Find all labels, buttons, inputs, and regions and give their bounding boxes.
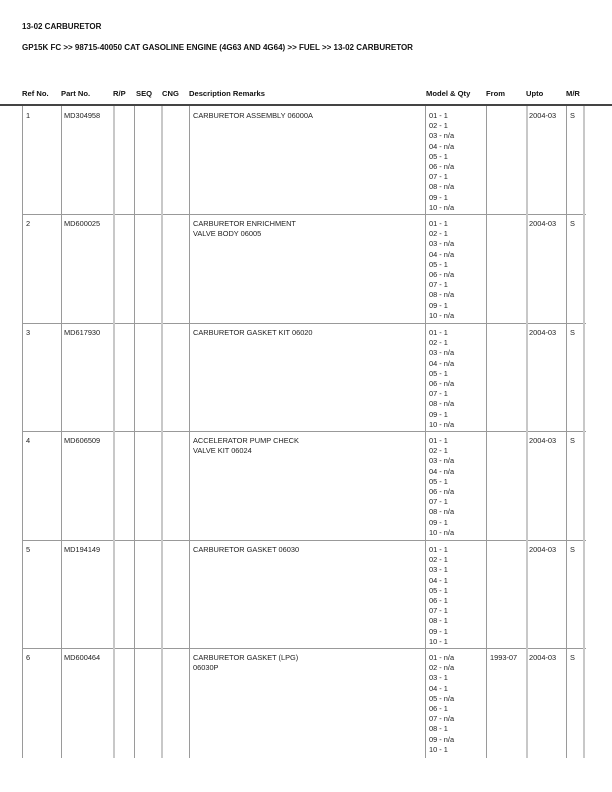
- ref-no-cell: 1: [26, 111, 31, 120]
- column-divider: [113, 431, 115, 540]
- column-divider: [526, 540, 528, 648]
- model-qty-cell: [429, 436, 454, 538]
- column-divider: [425, 214, 426, 323]
- model-qty-entry: 04 - n/a: [429, 358, 455, 368]
- column-divider: [526, 214, 528, 323]
- description-cell: [193, 436, 299, 456]
- column-divider: [161, 106, 163, 214]
- column-divider: [134, 648, 135, 758]
- column-divider: [189, 540, 190, 648]
- column-divider: [486, 106, 487, 214]
- column-divider: [486, 431, 487, 540]
- model-qty-entry: 01 - 1: [429, 436, 448, 445]
- column-divider: [161, 540, 163, 648]
- column-divider: [566, 431, 567, 540]
- model-qty-entry: 09 - n/a: [429, 734, 455, 744]
- model-qty-entry: 05 - 1: [429, 151, 448, 161]
- mr-cell: S: [570, 653, 575, 662]
- header-cng: CNG: [162, 89, 179, 98]
- model-qty-entry: 02 - 1: [429, 121, 448, 131]
- model-qty-cell: [429, 653, 454, 755]
- model-qty-entry: 08 - n/a: [429, 507, 455, 517]
- column-divider: [113, 323, 115, 431]
- column-divider: [22, 540, 23, 648]
- model-qty-entry: 02 - 1: [429, 446, 448, 456]
- column-divider: [566, 323, 567, 431]
- model-qty-entry: 04 - 1: [429, 575, 448, 585]
- model-qty-cell: [429, 328, 454, 430]
- model-qty-entry: 07 - 1: [429, 172, 448, 182]
- header-part-no: Part No.: [61, 89, 91, 98]
- mr-cell: S: [570, 219, 575, 228]
- column-divider: [486, 648, 487, 758]
- description-line: CARBURETOR ASSEMBLY 06000A: [193, 111, 313, 120]
- column-divider: [583, 540, 585, 648]
- column-divider: [134, 214, 135, 323]
- model-qty-entry: 10 - n/a: [429, 419, 455, 429]
- part-no-cell: MD606509: [64, 436, 101, 445]
- header-description: Description Remarks: [189, 89, 265, 98]
- description-line: ACCELERATOR PUMP CHECK: [193, 436, 299, 445]
- model-qty-entry: 01 - 1: [429, 111, 448, 120]
- model-qty-cell: [429, 219, 454, 321]
- column-divider: [583, 214, 585, 323]
- ref-no-cell: 5: [26, 545, 31, 554]
- model-qty-entry: 10 - n/a: [429, 527, 455, 537]
- model-qty-entry: 03 - n/a: [429, 131, 455, 141]
- model-qty-entry: 05 - 1: [429, 476, 448, 486]
- part-no-cell: MD600025: [64, 219, 101, 228]
- column-divider: [189, 648, 190, 758]
- column-divider: [61, 214, 62, 323]
- model-qty-entry: 07 - 1: [429, 389, 448, 399]
- model-qty-entry: 06 - 1: [429, 704, 448, 714]
- description-cell: [193, 653, 298, 673]
- column-divider: [526, 431, 528, 540]
- column-divider: [566, 540, 567, 648]
- header-ref-no: Ref No.: [22, 89, 49, 98]
- model-qty-entry: 01 - 1: [429, 328, 448, 337]
- header-rp: R/P: [113, 89, 126, 98]
- description-cell: [193, 545, 299, 555]
- description-line: CARBURETOR GASKET 06030: [193, 545, 300, 554]
- column-divider: [22, 214, 23, 323]
- model-qty-entry: 01 - n/a: [429, 653, 455, 662]
- header-upto: Upto: [526, 89, 544, 98]
- description-cell: [193, 111, 313, 121]
- header-from: From: [486, 89, 505, 98]
- model-qty-entry: 02 - 1: [429, 338, 448, 348]
- part-no-cell: MD194149: [64, 545, 101, 554]
- row-divider: [22, 214, 586, 215]
- model-qty-entry: 10 - 1: [429, 636, 448, 646]
- model-qty-entry: 01 - 1: [429, 545, 448, 554]
- model-qty-entry: 01 - 1: [429, 219, 448, 228]
- model-qty-entry: 06 - n/a: [429, 162, 455, 172]
- column-divider: [486, 540, 487, 648]
- column-divider: [583, 106, 585, 214]
- column-divider: [134, 540, 135, 648]
- model-qty-entry: 09 - 1: [429, 409, 448, 419]
- column-divider: [566, 214, 567, 323]
- header-model-qty: Model & Qty: [426, 89, 471, 98]
- model-qty-entry: 08 - n/a: [429, 399, 455, 409]
- model-qty-entry: 05 - 1: [429, 368, 448, 378]
- model-qty-entry: 03 - 1: [429, 673, 448, 683]
- model-qty-entry: 04 - n/a: [429, 141, 455, 151]
- model-qty-entry: 06 - n/a: [429, 379, 455, 389]
- column-divider: [425, 648, 426, 758]
- model-qty-entry: 03 - n/a: [429, 456, 455, 466]
- column-divider: [113, 540, 115, 648]
- column-divider: [486, 214, 487, 323]
- model-qty-entry: 07 - 1: [429, 280, 448, 290]
- table-row: [0, 106, 612, 214]
- column-divider: [189, 214, 190, 323]
- column-divider: [113, 106, 115, 214]
- column-divider: [425, 323, 426, 431]
- model-qty-cell: [429, 111, 454, 213]
- column-divider: [61, 540, 62, 648]
- upto-cell: 2004-03: [529, 328, 557, 337]
- column-divider: [583, 648, 585, 758]
- table-row: [0, 648, 612, 758]
- model-qty-entry: 05 - n/a: [429, 693, 455, 703]
- model-qty-entry: 07 - 1: [429, 497, 448, 507]
- part-no-cell: MD304958: [64, 111, 101, 120]
- ref-no-cell: 3: [26, 328, 31, 337]
- row-divider: [22, 431, 586, 432]
- model-qty-entry: 02 - n/a: [429, 663, 455, 673]
- model-qty-entry: 05 - 1: [429, 259, 448, 269]
- column-divider: [425, 431, 426, 540]
- mr-cell: S: [570, 436, 575, 445]
- column-divider: [161, 431, 163, 540]
- ref-no-cell: 2: [26, 219, 31, 228]
- model-qty-entry: 03 - 1: [429, 565, 448, 575]
- description-line: CARBURETOR GASKET (LPG): [193, 653, 299, 662]
- description-line: 06030P: [193, 663, 219, 673]
- column-divider: [22, 106, 23, 214]
- column-divider: [189, 323, 190, 431]
- column-divider: [189, 431, 190, 540]
- column-divider: [134, 431, 135, 540]
- column-divider: [566, 648, 567, 758]
- column-divider: [161, 648, 163, 758]
- model-qty-entry: 09 - 1: [429, 300, 448, 310]
- upto-cell: 2004-03: [529, 111, 557, 120]
- table-row: [0, 540, 612, 648]
- upto-cell: 2004-03: [529, 653, 557, 662]
- model-qty-entry: 07 - 1: [429, 606, 448, 616]
- column-divider: [189, 106, 190, 214]
- ref-no-cell: 4: [26, 436, 31, 445]
- column-divider: [425, 106, 426, 214]
- row-divider: [22, 540, 586, 541]
- model-qty-entry: 04 - n/a: [429, 466, 455, 476]
- description-cell: [193, 219, 296, 239]
- model-qty-entry: 06 - n/a: [429, 270, 455, 280]
- model-qty-entry: 07 - n/a: [429, 714, 455, 724]
- column-divider: [61, 431, 62, 540]
- column-divider: [61, 106, 62, 214]
- ref-no-cell: 6: [26, 653, 31, 662]
- upto-cell: 2004-03: [529, 436, 557, 445]
- part-no-cell: MD617930: [64, 328, 101, 337]
- column-divider: [22, 323, 23, 431]
- model-qty-entry: 05 - 1: [429, 585, 448, 595]
- column-divider: [161, 214, 163, 323]
- model-qty-entry: 08 - 1: [429, 724, 448, 734]
- mr-cell: S: [570, 328, 575, 337]
- description-line: CARBURETOR ENRICHMENT: [193, 219, 296, 228]
- model-qty-entry: 10 - 1: [429, 744, 448, 754]
- from-cell: 1993-07: [490, 653, 518, 662]
- column-divider: [134, 106, 135, 214]
- column-divider: [134, 323, 135, 431]
- table-row: [0, 214, 612, 323]
- upto-cell: 2004-03: [529, 545, 557, 554]
- model-qty-entry: 08 - n/a: [429, 290, 455, 300]
- column-divider: [113, 214, 115, 323]
- model-qty-entry: 04 - 1: [429, 683, 448, 693]
- description-line: VALVE BODY 06005: [193, 229, 262, 239]
- model-qty-entry: 03 - n/a: [429, 239, 455, 249]
- header-seq: SEQ: [136, 89, 153, 98]
- column-divider: [566, 106, 567, 214]
- model-qty-entry: 03 - n/a: [429, 348, 455, 358]
- header-mr: M/R: [566, 89, 580, 98]
- description-cell: [193, 328, 313, 338]
- model-qty-entry: 02 - 1: [429, 555, 448, 565]
- upto-cell: 2004-03: [529, 219, 557, 228]
- breadcrumb: GP15K FC >> 98715-40050 CAT GASOLINE ENGINE (4G63 AND 4G64) >> FUEL >> 13-02 CARBURETOR: [22, 43, 413, 52]
- description-line: CARBURETOR GASKET KIT 06020: [193, 328, 313, 337]
- column-divider: [526, 106, 528, 214]
- page-title: 13-02 CARBURETOR: [22, 22, 102, 31]
- column-divider: [113, 648, 115, 758]
- mr-cell: S: [570, 111, 575, 120]
- model-qty-entry: 06 - 1: [429, 596, 448, 606]
- model-qty-entry: 10 - n/a: [429, 310, 455, 320]
- model-qty-cell: [429, 545, 448, 647]
- mr-cell: S: [570, 545, 575, 554]
- model-qty-entry: 10 - n/a: [429, 202, 455, 212]
- part-no-cell: MD600464: [64, 653, 101, 662]
- description-line: VALVE KIT 06024: [193, 446, 252, 456]
- model-qty-entry: 08 - n/a: [429, 182, 455, 192]
- model-qty-entry: 02 - 1: [429, 229, 448, 239]
- column-divider: [486, 323, 487, 431]
- row-divider: [22, 323, 586, 324]
- model-qty-entry: 09 - 1: [429, 626, 448, 636]
- column-divider: [526, 323, 528, 431]
- column-divider: [425, 540, 426, 648]
- column-divider: [526, 648, 528, 758]
- table-row: [0, 323, 612, 431]
- model-qty-entry: 06 - n/a: [429, 487, 455, 497]
- column-divider: [61, 648, 62, 758]
- column-divider: [583, 431, 585, 540]
- column-divider: [22, 648, 23, 758]
- column-divider: [61, 323, 62, 431]
- column-divider: [22, 431, 23, 540]
- model-qty-entry: 09 - 1: [429, 517, 448, 527]
- model-qty-entry: 09 - 1: [429, 192, 448, 202]
- column-divider: [583, 323, 585, 431]
- row-divider: [22, 648, 586, 649]
- column-divider: [161, 323, 163, 431]
- model-qty-entry: 08 - 1: [429, 616, 448, 626]
- model-qty-entry: 04 - n/a: [429, 249, 455, 259]
- table-row: [0, 431, 612, 540]
